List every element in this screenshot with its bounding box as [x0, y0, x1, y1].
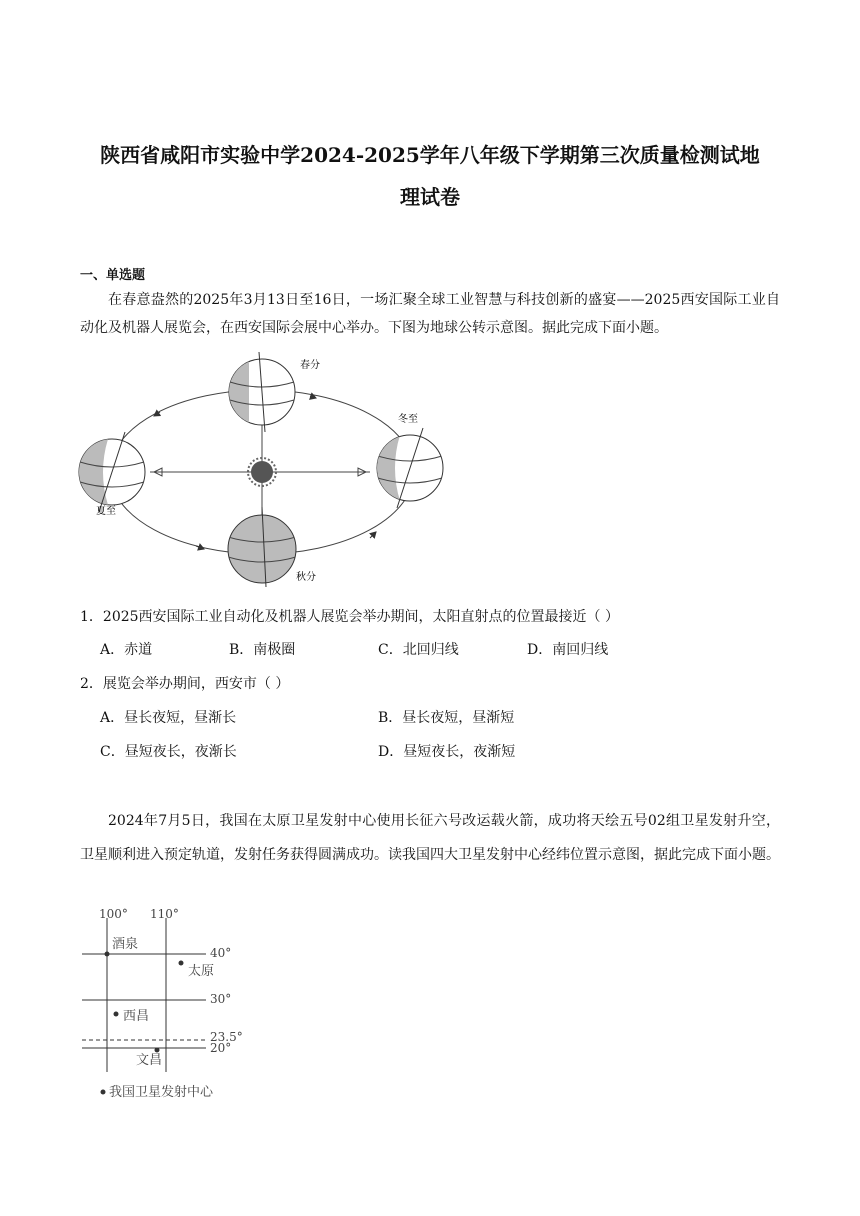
- earth-orbit-diagram: [70, 352, 460, 592]
- lat-label-30: 30°: [210, 992, 232, 1006]
- lon-label-100: 100°: [99, 907, 128, 921]
- label-winter: 冬至: [398, 414, 418, 425]
- earth-winter: [377, 428, 443, 508]
- city-dot-taiyuan: [179, 961, 184, 966]
- earth-summer: [79, 432, 145, 512]
- question-2-option-a[interactable]: A．昼长夜短，昼渐长: [100, 710, 237, 726]
- title-line-1: 陕西省咸阳市实验中学2024-2025学年八年级下学期第三次质量检测试地: [100, 143, 760, 167]
- legend-dot: [101, 1090, 106, 1095]
- city-dot-wenchang: [155, 1048, 160, 1053]
- label-spring: 春分: [300, 360, 320, 371]
- question-2-option-d[interactable]: D．昼短夜长，夜渐短: [378, 744, 516, 760]
- passage-1: 在春意盎然的2025年3月13日至16日，一场汇聚全球工业智慧与科技创新的盛宴——2025西安国际工业自动化及机器人展览会，在西安国际会展中心举办。下图为地球公转示意图。据此完成下面小题。: [80, 292, 780, 336]
- question-1-option-a[interactable]: A．赤道: [100, 642, 153, 658]
- city-dot-jiuquan: [105, 952, 110, 957]
- passage-2: 2024年7月5日，我国在太原卫星发射中心使用长征六号改运载火箭，成功将天绘五号02组卫星发射升空，卫星顺利进入预定轨道，发射任务获得圆满成功。读我国四大卫星发射中心经纬位置示意图，据此完成下面小题。: [80, 813, 780, 863]
- launch-center-map: [80, 904, 260, 1106]
- section-heading: 一、单选题: [80, 268, 146, 283]
- lon-label-110: 110°: [150, 907, 179, 921]
- question-2-option-b[interactable]: B．昼长夜短，昼渐短: [378, 710, 515, 726]
- question-1-option-b[interactable]: B．南极圈: [229, 642, 296, 658]
- city-label-xichang: 西昌: [123, 1009, 150, 1024]
- page-title: [60, 134, 800, 218]
- earth-autumn: [228, 507, 296, 587]
- city-label-taiyuan: 太原: [188, 964, 215, 979]
- sun-icon: [248, 458, 276, 486]
- lat-label-40: 40°: [210, 946, 232, 960]
- city-label-wenchang: 文昌: [136, 1053, 163, 1068]
- title-line-2: 理试卷: [400, 185, 460, 209]
- label-summer: 夏至: [96, 506, 116, 517]
- lat-label-23-5: 23.5°: [210, 1030, 243, 1044]
- earth-spring: [229, 352, 295, 432]
- legend-label: 我国卫星发射中心: [109, 1085, 214, 1100]
- label-autumn: 秋分: [296, 572, 316, 583]
- question-2-stem: 2．展览会举办期间，西安市（ ）: [80, 676, 290, 692]
- city-dot-xichang: [114, 1012, 119, 1017]
- city-label-jiuquan: 酒泉: [112, 937, 139, 952]
- question-1-option-c[interactable]: C．北回归线: [378, 642, 459, 658]
- question-1-option-d[interactable]: D．南回归线: [527, 642, 609, 658]
- question-2-option-c[interactable]: C．昼短夜长，夜渐长: [100, 744, 237, 760]
- lat-label-20: 20°: [210, 1041, 232, 1055]
- question-1-stem: 1．2025西安国际工业自动化及机器人展览会举办期间，太阳直射点的位置最接近（ ）: [80, 609, 619, 625]
